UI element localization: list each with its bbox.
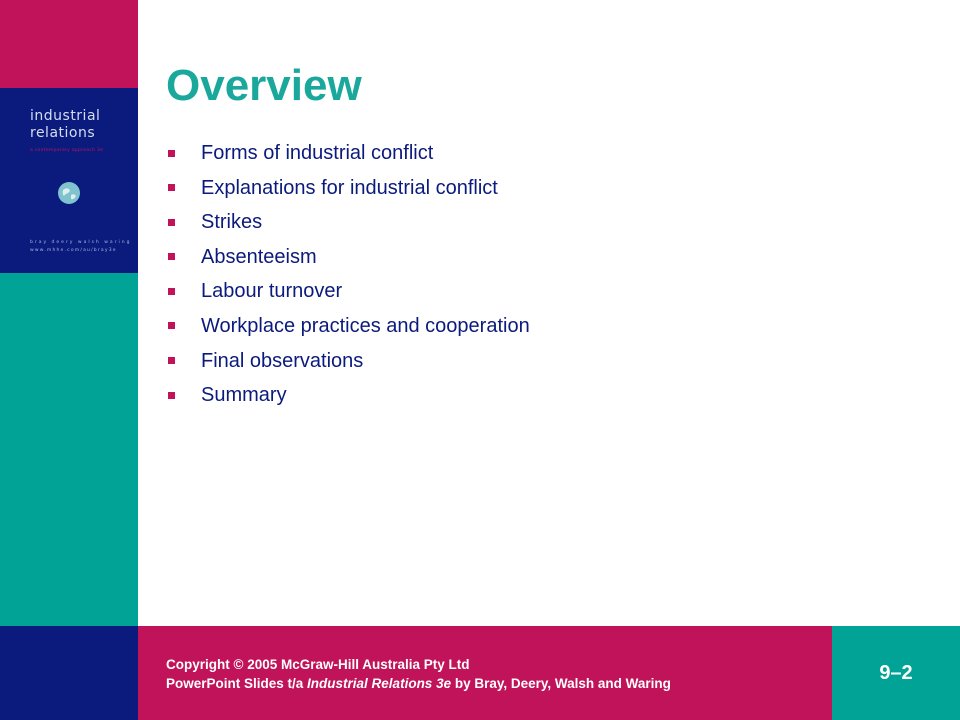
bullet-text: Final observations	[201, 349, 364, 372]
bullet-item	[166, 344, 530, 379]
square-bullet-icon	[168, 357, 175, 364]
book-cover-website: www.mhhe.com/au/bray3e	[30, 248, 117, 253]
book-cover-subtitle: a contemporary approach 3e	[30, 148, 104, 153]
bullet-item	[166, 274, 530, 309]
globe-icon	[57, 181, 81, 205]
credit-book-title: Industrial Relations 3e	[307, 676, 452, 691]
bullet-text: Workplace practices and cooperation	[201, 314, 530, 337]
bullet-item	[166, 171, 530, 206]
bullet-text: Summary	[201, 384, 287, 407]
bullet-item	[166, 136, 530, 171]
left-teal-band	[0, 273, 138, 626]
bullet-item	[166, 309, 530, 344]
bullet-text: Labour turnover	[201, 280, 343, 303]
book-cover-title-line2: relations	[30, 125, 96, 141]
square-bullet-icon	[168, 219, 175, 226]
slide-number-box	[832, 626, 960, 720]
slides-credit	[166, 674, 671, 693]
credit-suffix: by Bray, Deery, Walsh and Waring	[451, 676, 671, 691]
square-bullet-icon	[168, 322, 175, 329]
bullet-item	[166, 205, 530, 240]
book-cover-authors: bray deery walsh waring	[30, 240, 132, 245]
book-cover	[0, 88, 138, 273]
square-bullet-icon	[168, 253, 175, 260]
bullet-text: Absenteeism	[201, 245, 317, 268]
book-cover-title-line1: industrial	[30, 108, 101, 124]
square-bullet-icon	[168, 150, 175, 157]
slide-title: Overview	[166, 61, 362, 110]
footer-navy-block	[0, 626, 138, 720]
book-cover-title	[30, 108, 100, 142]
bullet-item	[166, 240, 530, 275]
slide-number: 9–2	[879, 661, 913, 684]
left-magenta-band	[0, 0, 138, 88]
bullet-text: Forms of industrial conflict	[201, 142, 434, 164]
copyright-notice: Copyright © 2005 McGraw-Hill Australia Pty Ltd	[166, 657, 470, 672]
bullet-text: Explanations for industrial conflict	[201, 176, 498, 199]
credit-prefix: PowerPoint Slides t/a	[166, 676, 308, 691]
square-bullet-icon	[168, 392, 175, 399]
bullet-list	[166, 136, 530, 413]
square-bullet-icon	[168, 184, 175, 191]
bullet-item	[166, 378, 530, 413]
bullet-text: Strikes	[201, 211, 263, 234]
square-bullet-icon	[168, 288, 175, 295]
footer-text	[166, 655, 671, 693]
footer-bar	[138, 626, 832, 720]
